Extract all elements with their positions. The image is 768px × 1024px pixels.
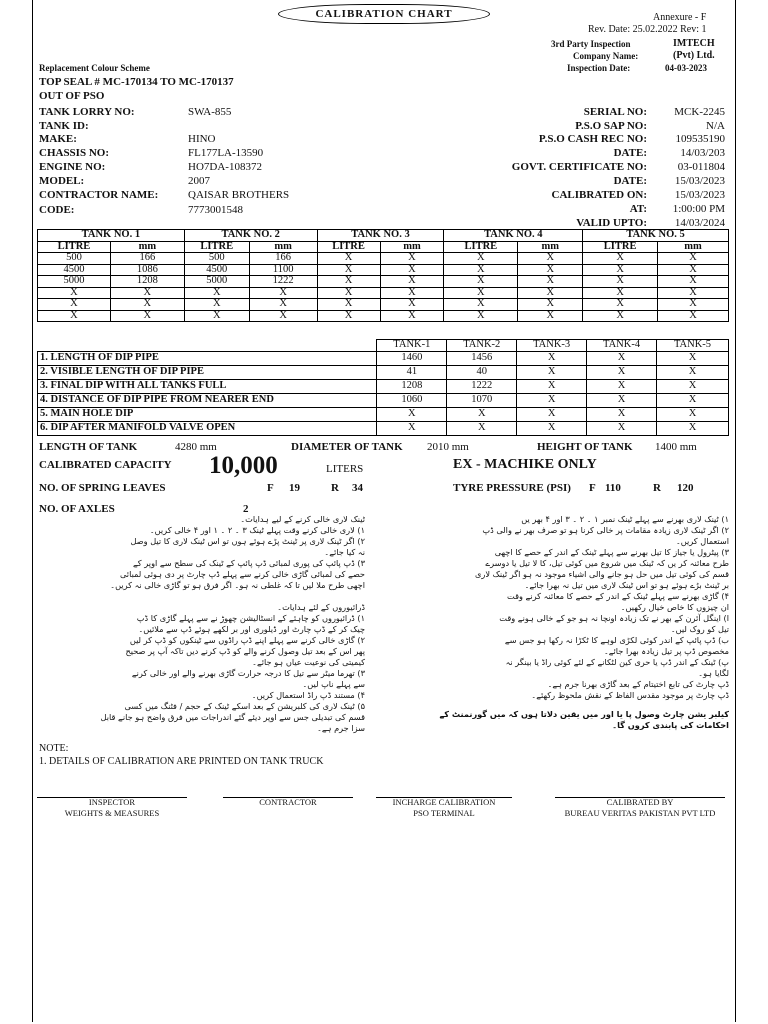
cell: X [444,310,518,322]
tank-header: TANK NO. 1 [38,230,185,242]
cell: X [583,253,658,265]
cell: X [317,287,380,299]
cell: 1456 [447,351,517,365]
cell: X [583,310,658,322]
field-label: DATE: [613,147,647,159]
instruction-line: ۲) گاڑی خالی کرنے سے پہلے اپنے ڈپ راڈوں سے ٹینکوں کو ڈپ کر لیں [129,635,365,645]
field-value: 2007 [188,175,210,187]
cell: 166 [249,253,317,265]
field-value: HO7DA-108372 [188,161,262,173]
instruction-line: قسم کی کوئی تیل میں حل ہو جانے والی اشیاء موجود نہ ہو اگر ٹینک لاری [474,569,729,579]
revision: Rev. Date: 25.02.2022 Rev: 1 [588,24,707,35]
instruction-line: ۳) ڈپ پائپ کی پوری لمبائی ڈپ پائپ کے ٹینک کی سطح سے اوپر کے [132,558,365,568]
field-value: 7773001548 [188,204,243,216]
tank-diameter-value: 2010 mm [427,441,469,453]
cell: 1222 [447,379,517,393]
signature-title: INSPECTOR [88,797,136,807]
calibration-chart-page [32,0,736,1022]
cell: X [657,365,729,379]
cell: X [377,407,447,421]
cell: X [317,276,380,288]
instruction-line: ۳) پیٹرول یا جیاز کا تیل بھرنے سے پہلے ٹینک کے اندر کے حصے کا اچھی [494,547,729,557]
dip-header: TANK-4 [587,340,657,352]
cell: X [657,421,729,435]
tank-height-value: 1400 mm [655,441,697,453]
cell: X [587,365,657,379]
cell: X [583,264,658,276]
field-label: GOVT. CERTIFICATE NO: [511,161,647,173]
note-label: NOTE: [39,743,69,754]
cell: X [380,253,444,265]
cell: X [518,299,583,311]
instruction-line: سزا جرم ہے۔ [317,723,365,733]
cell: X [317,253,380,265]
signature-title: CALIBRATED BY [606,797,674,807]
cell: X [587,421,657,435]
field-value: 15/03/2023 [674,175,725,187]
instruction-line: ڈپ چارٹ کی تابع اختیتام کے بعد گاڑی بھرنا جرم ہے۔ [547,679,729,689]
spring-r-label: R [331,482,339,494]
instruction-line: ۲) اگر ٹینک لاری زیادہ مقامات پر خالی کرنا ہو تو صرف بھر نے والی ڈپ [482,525,729,535]
tank-header: TANK NO. 2 [184,230,317,242]
cell: 500 [184,253,249,265]
cell: 1060 [377,393,447,407]
axles-value: 2 [243,503,249,515]
dip-row-label: 6. DIP AFTER MANIFOLD VALVE OPEN [38,421,377,435]
field-label: CHASSIS NO: [39,147,109,159]
cell: X [587,393,657,407]
signature-incharge [376,797,512,819]
ex-note: EX - MACHIKE ONLY [453,457,597,472]
field-value: QAISAR BROTHERS [188,189,290,201]
sub-header: mm [249,241,317,253]
table-row [38,310,729,322]
instruction-line: بر ٹینٹ بڑے ہوئے ہو تو اس ٹینک لاری میں تیل نہ بھرا جائے۔ [524,580,729,590]
sub-header: LITRE [184,241,249,253]
instruction-line: چیک کر کے ڈپ چارٹ اور ڈیلوری اور بر لکھے ہوئے ڈپ سے ملائیں۔ [138,624,365,634]
instruction-line: لگایا ہو۔ [698,668,729,678]
cell: X [447,407,517,421]
capacity-unit: LITERS [326,463,364,475]
cell: X [380,299,444,311]
company-name-label: Company Name: [573,51,639,61]
instruction-line: استعمال کریں۔ [675,536,729,546]
cell: X [380,287,444,299]
cell: X [583,276,658,288]
field-value: 03-011804 [677,161,725,173]
instruction-line: طرح معائنہ کر یں کہ ٹینک میں شروع میں کوئی تیل، کا لا تیل یا دوسرے [485,558,729,568]
dip-header: TANK-1 [377,340,447,352]
inspection-date-label: Inspection Date: [567,63,631,73]
spring-r-value: 34 [352,482,363,494]
cell: X [38,299,111,311]
cell: X [658,264,729,276]
table-row [38,393,729,407]
tank-header: TANK NO. 5 [583,230,729,242]
cell: X [587,407,657,421]
signature-subtitle: WEIGHTS & MEASURES [64,808,160,818]
tyre-pressure-label: TYRE PRESSURE (PSI) [453,482,571,494]
spacer [383,701,729,709]
field-label: CONTRACTOR NAME: [39,189,159,201]
company-name: IMTECH [673,38,715,49]
instruction-line: ۳) تھرما میٹر سے تیل کا درجہ حرارت گاڑی بھرنے والے اور خالی کرنے [131,668,365,678]
dip-row-label: 4. DISTANCE OF DIP PIPE FROM NEARER END [38,393,377,407]
cell: 1100 [249,264,317,276]
cell: X [184,299,249,311]
tyre-r-value: 120 [677,482,694,494]
table-row [38,276,729,288]
cell: X [517,407,587,421]
signature-title: CONTRACTOR [259,797,317,807]
signature-subtitle: BUREAU VERITAS PAKISTAN PVT LTD [564,808,716,818]
cell: X [249,287,317,299]
field-value: 15/03/2023 [674,189,725,201]
cell: X [444,276,518,288]
table-row [38,379,729,393]
company-name-suffix: (Pvt) Ltd. [673,50,715,61]
instruction-line: ڈپ چارٹ پر موجود مقدس الفاظ کے نقش ملحوظ رکھئے۔ [531,690,729,700]
cell: 4500 [184,264,249,276]
cell: X [38,287,111,299]
cell: X [249,310,317,322]
dip-header: TANK-5 [657,340,729,352]
cell: X [110,310,184,322]
tank-header: TANK NO. 3 [317,230,444,242]
instruction-line: ۱) ڈرائیوروں کو چاہئے کے انسٹالیشن چھوڑ نے سے پہلے گاڑی کا ڈپ [136,613,365,623]
table-row [38,407,729,421]
tyre-r-label: R [653,482,661,494]
field-label: TANK LORRY NO: [39,106,135,118]
field-label: TANK ID: [39,120,89,132]
cell: X [657,393,729,407]
cell: X [583,287,658,299]
dip-row-label: 1. LENGTH OF DIP PIPE [38,351,377,365]
dip-header: TANK-3 [517,340,587,352]
field-label: MAKE: [39,133,77,145]
field-label: MODEL: [39,175,85,187]
table-row [38,264,729,276]
cell: 1070 [447,393,517,407]
dip-header: TANK-2 [447,340,517,352]
tank-length-value: 4280 mm [175,441,217,453]
spring-f-value: 19 [289,482,300,494]
cell: X [110,287,184,299]
capacity-label: CALIBRATED CAPACITY [39,459,172,471]
dip-row-label: 3. FINAL DIP WITH ALL TANKS FULL [38,379,377,393]
cell: 1208 [110,276,184,288]
axles-label: NO. OF AXLES [39,503,115,515]
instruction-line: اچھی طرح ملا لیں تا کہ غلطی نہ ہو۔ اگر فرق ہو تو گاڑی خالی نہ کریں۔ [110,580,365,590]
sub-header: LITRE [38,241,111,253]
instruction-line: تیل کو روک لیں۔ [670,624,729,634]
cell: X [444,264,518,276]
cell: X [587,351,657,365]
cell: X [518,276,583,288]
cell: X [587,379,657,393]
cell: 1086 [110,264,184,276]
sub-header: mm [518,241,583,253]
field-value: 109535190 [675,133,725,145]
instruction-line: ۲) اگر ٹینک لاری پر ٹینٹ پڑے ہوئے ہوں تو اس ٹینک لاری کا تیل وصل [130,536,365,546]
cell: X [518,253,583,265]
signature-title: INCHARGE CALIBRATION [392,797,496,807]
dip-row-label: 5. MAIN HOLE DIP [38,407,377,421]
cell: X [447,421,517,435]
instruction-line: ۴) مستند ڈپ راڈ استعمال کریں۔ [251,690,365,700]
instruction-line: ڈرائیوروں کے لئے ہدایات۔ [277,602,365,612]
cell: 1208 [377,379,447,393]
note-text: 1. DETAILS OF CALIBRATION ARE PRINTED ON TANK TRUCK [39,756,324,767]
blank-cell [38,340,377,352]
instruction-line: ۵) ٹینک لاری کی کلبریشن کے بعد اسکے ٹینک کے حجم / فٹنگ میں کسی [124,701,365,711]
sub-header: mm [110,241,184,253]
instruction-line: ان چیزوں کا خاص خیال رکھیں۔ [620,602,729,612]
declaration-line: کیلبر یشن چارٹ وصول پا یا اور میں یقین دلاتا ہوں کہ میں گورنمنٹ کے [439,709,729,719]
tank-calibration-table [37,229,729,322]
sub-header: mm [380,241,444,253]
cell: X [518,287,583,299]
cell: X [444,287,518,299]
capacity-value: 10,000 [209,452,278,479]
instruction-line: ا) اینگل آئرن کے بھر نے تک زیادہ اونچا نہ ہو جو کے خالی ہونے وقت [499,613,729,623]
signature-contractor [223,797,353,808]
cell: X [518,310,583,322]
table-row [38,253,729,265]
tyre-f-label: F [589,482,596,494]
top-seal: TOP SEAL # MC-170134 TO MC-170137 [39,76,234,88]
loading-instructions [383,514,729,731]
field-value: HINO [188,133,216,145]
table-row [38,287,729,299]
field-label: CODE: [39,204,75,216]
instruction-line: مخصوص ڈپ پر تیل زیادہ بھرا جائے۔ [603,646,729,656]
field-label: VALID UPTO: [576,217,647,229]
signature-calibrated-by [543,797,737,819]
field-label: ENGINE NO: [39,161,106,173]
cell: 41 [377,365,447,379]
cell: X [517,421,587,435]
tank-diameter-label: DIAMETER OF TANK [291,441,403,453]
cell: X [517,365,587,379]
cell: 5000 [184,276,249,288]
field-label: CALIBRATED ON: [551,189,647,201]
cell: 1222 [249,276,317,288]
instruction-line: ۱) لاری خالی کرنے وقت پہلے ٹینک ۳ ۔ ۲ ۔ ۱ اور ۴ خالی کریں۔ [149,525,365,535]
field-value: 14/03/2024 [674,217,725,229]
cell: X [658,276,729,288]
tank-length-label: LENGTH OF TANK [39,441,138,453]
cell: 5000 [38,276,111,288]
replacement-scheme: Replacement Colour Scheme [39,63,150,73]
sub-header: mm [658,241,729,253]
field-value: N/A [706,120,725,132]
cell: X [110,299,184,311]
cell: X [517,351,587,365]
cell: X [657,351,729,365]
field-label: AT: [629,203,647,215]
cell: 1460 [377,351,447,365]
dip-row-label: 2. VISIBLE LENGTH OF DIP PIPE [38,365,377,379]
annexure: Annexure - F [653,12,707,23]
cell: X [444,299,518,311]
cell: X [658,299,729,311]
spring-leaves-label: NO. OF SPRING LEAVES [39,482,166,494]
field-value: FL177LA-13590 [188,147,264,159]
tank-height-label: HEIGHT OF TANK [537,441,633,453]
unloading-instructions [39,514,365,734]
cell: X [658,310,729,322]
cell: X [517,393,587,407]
cell: X [38,310,111,322]
instruction-line: نہ کیا جائے۔ [324,547,365,557]
dip-pipe-table [37,339,729,436]
table-row [38,299,729,311]
declaration-line: احکامات کی پابندی کروں گا۔ [612,720,729,730]
cell: X [317,264,380,276]
instruction-line: ب) ڈپ پائپ کے اندر کوئی لکڑی لوہے کا ٹکڑا نہ رکھا ہو جس سے [504,635,729,645]
cell: X [657,379,729,393]
instruction-line: قسم کی تبدیلی جس سے اوپر دیئے گئے اندراجات میں فرق واضح ہو جانے قابل [100,712,365,722]
signature-subtitle: PSO TERMINAL [413,808,475,818]
instruction-line: پھر اس کے بعد تیل وصول کرنے والے کو ڈپ کرنے دیں تاکہ آپ پر صحیح [125,646,365,656]
cell: X [517,379,587,393]
instruction-line: حصے کی لمبائی گاڑی خالی کرنے سے پہلے ڈپ چارٹ پر دی ہوئی لمبائی [119,569,365,579]
instruction-line: کیمیتی کی نوعیت عیاں ہو جائے۔ [252,657,365,667]
inspection-date: 04-03-2023 [665,63,707,73]
chart-title: CALIBRATION CHART [278,4,490,24]
cell: X [317,299,380,311]
sub-header: LITRE [583,241,658,253]
tank-header: TANK NO. 4 [444,230,583,242]
sub-header: LITRE [444,241,518,253]
cell: X [317,310,380,322]
inspection-label: 3rd Party Inspection [551,39,631,49]
instruction-line: سے پہلے ناپ لیں۔ [302,679,365,689]
cell: X [444,253,518,265]
field-label: P.S.O CASH REC NO: [538,133,647,145]
instruction-line: پ) ٹینک کے اندر ڈپ یا حری کین لٹکانے کے لئے کوئی راڈ یا بینگر نہ [505,657,729,667]
signature-inspector [37,797,187,819]
out-of-pso: OUT OF PSO [39,90,105,102]
field-value: MCK-2245 [674,106,725,118]
instruction-line: ۱) ٹینک لاری بھرنے سے پہلے ٹینک نمبر ۱ ۔ ۲ ۔ ۳ اور ۴ بھر یں [521,514,729,524]
cell: X [380,310,444,322]
cell: 40 [447,365,517,379]
cell: X [658,287,729,299]
cell: X [657,407,729,421]
table-row [38,351,729,365]
cell: X [658,253,729,265]
cell: X [184,287,249,299]
instruction-line: ۴) گاڑی بھرنے سے پہلے ٹینک کے اندر کے حصے کا معائنہ کرنے وقت [507,591,729,601]
field-value: 1:00:00 PM [672,203,725,215]
field-value: SWA-855 [188,106,232,118]
cell: 166 [110,253,184,265]
cell: 500 [38,253,111,265]
tyre-f-value: 110 [605,482,621,494]
instruction-line: ٹینک لاری خالی کرنے کے لیے ہدایات۔ [240,514,365,524]
cell: X [377,421,447,435]
field-label: SERIAL NO: [583,106,647,118]
cell: X [380,264,444,276]
instruction-line [39,591,365,602]
cell: X [583,299,658,311]
field-label: DATE: [613,175,647,187]
cell: X [184,310,249,322]
field-label: P.S.O SAP NO: [575,120,647,132]
cell: 4500 [38,264,111,276]
field-value: 14/03/203 [680,147,725,159]
cell: X [380,276,444,288]
cell: X [518,264,583,276]
cell: X [249,299,317,311]
table-row [38,365,729,379]
table-row [38,421,729,435]
spring-f-label: F [267,482,274,494]
sub-header: LITRE [317,241,380,253]
